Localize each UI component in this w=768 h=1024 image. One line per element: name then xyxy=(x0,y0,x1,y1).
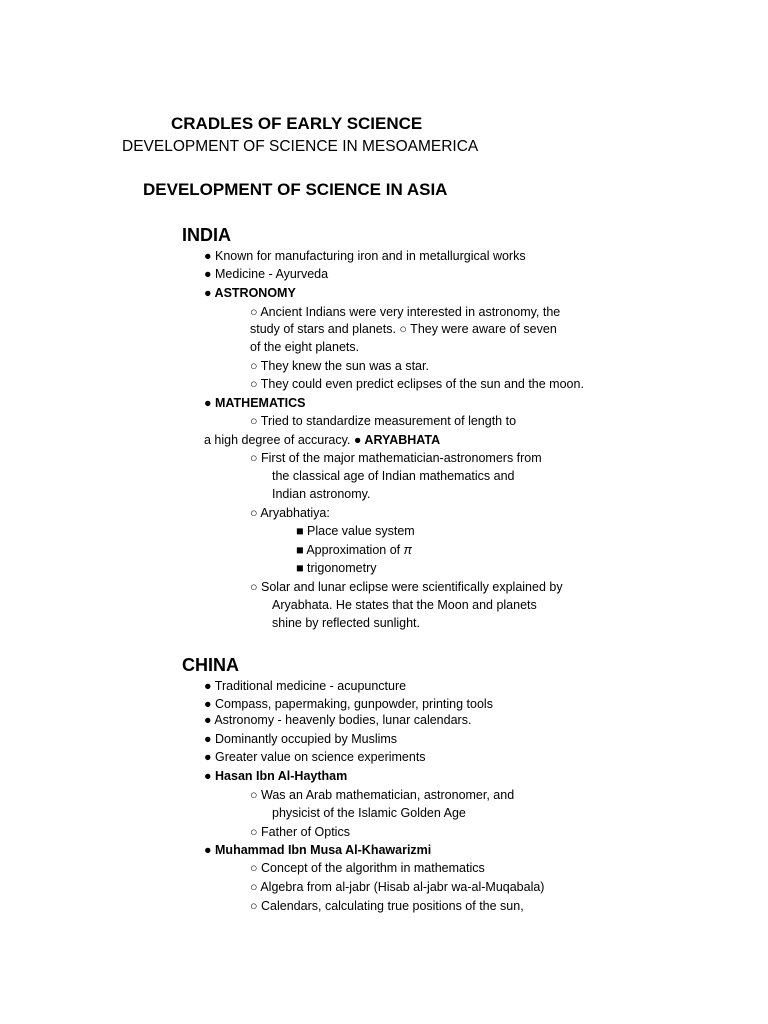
list-item: ○ First of the major mathematician-astronomers from xyxy=(250,451,542,465)
pi-symbol: π xyxy=(403,543,412,557)
list-item: ● Hasan Ibn Al-Haytham xyxy=(204,769,348,783)
list-item: ● Compass, papermaking, gunpowder, printing tools xyxy=(204,697,493,711)
list-item: ● Greater value on science experiments xyxy=(204,750,426,764)
list-item: ○ Ancient Indians were very interested in astronomy, the xyxy=(250,305,561,319)
list-item: the classical age of Indian mathematics and xyxy=(272,469,515,483)
list-item: of the eight planets. xyxy=(250,340,360,354)
list-item: ● Medicine - Ayurveda xyxy=(204,267,329,281)
list-item: Aryabhata. He states that the Moon and planets xyxy=(272,598,537,612)
list-item: ● Astronomy - heavenly bodies, lunar calendars. xyxy=(204,713,472,727)
list-item-bold: ● ARYABHATA xyxy=(353,433,441,447)
list-item: ○ Solar and lunar eclipse were scientifically explained by xyxy=(250,580,563,594)
list-item: ● Muhammad Ibn Musa Al-Khawarizmi xyxy=(204,843,432,857)
section-heading: DEVELOPMENT OF SCIENCE IN ASIA xyxy=(143,180,448,199)
list-item: ■ trigonometry xyxy=(296,561,377,575)
list-item: ○ Concept of the algorithm in mathematics xyxy=(250,861,485,875)
list-item: ● Known for manufacturing iron and in metallurgical works xyxy=(204,249,526,263)
list-item: ○ Algebra from al-jabr (Hisab al-jabr wa-al-Muqabala) xyxy=(250,880,545,894)
list-item: Indian astronomy. xyxy=(272,487,371,501)
list-item xyxy=(204,432,440,448)
list-item: ● ASTRONOMY xyxy=(204,286,296,300)
page-subtitle: DEVELOPMENT OF SCIENCE IN MESOAMERICA xyxy=(122,138,479,155)
india-heading: INDIA xyxy=(182,225,231,245)
list-item-text: a high degree of accuracy. xyxy=(204,433,354,447)
list-item: ○ Was an Arab mathematician, astronomer, and xyxy=(250,788,515,802)
list-item: shine by reflected sunlight. xyxy=(272,616,421,630)
list-item: ○ Calendars, calculating true positions of the sun, xyxy=(250,899,524,913)
list-item: ■ Place value system xyxy=(296,524,415,538)
list-item: physicist of the Islamic Golden Age xyxy=(272,806,466,820)
list-item: ● MATHEMATICS xyxy=(204,396,306,410)
list-item xyxy=(296,542,412,558)
list-item: ○ They could even predict eclipses of the sun and the moon. xyxy=(250,377,584,391)
list-item: ● Traditional medicine - acupuncture xyxy=(204,679,407,693)
list-item: study of stars and planets. ○ They were aware of seven xyxy=(250,322,557,336)
page-title: CRADLES OF EARLY SCIENCE xyxy=(171,114,423,133)
list-item-text: ■ Approximation of xyxy=(296,543,404,557)
list-item: ● Dominantly occupied by Muslims xyxy=(204,732,398,746)
list-item: ○ Aryabhatiya: xyxy=(250,506,330,520)
china-heading: CHINA xyxy=(182,655,239,675)
list-item: ○ They knew the sun was a star. xyxy=(250,359,429,373)
list-item: ○ Tried to standardize measurement of length to xyxy=(250,414,517,428)
list-item: ○ Father of Optics xyxy=(250,825,350,839)
